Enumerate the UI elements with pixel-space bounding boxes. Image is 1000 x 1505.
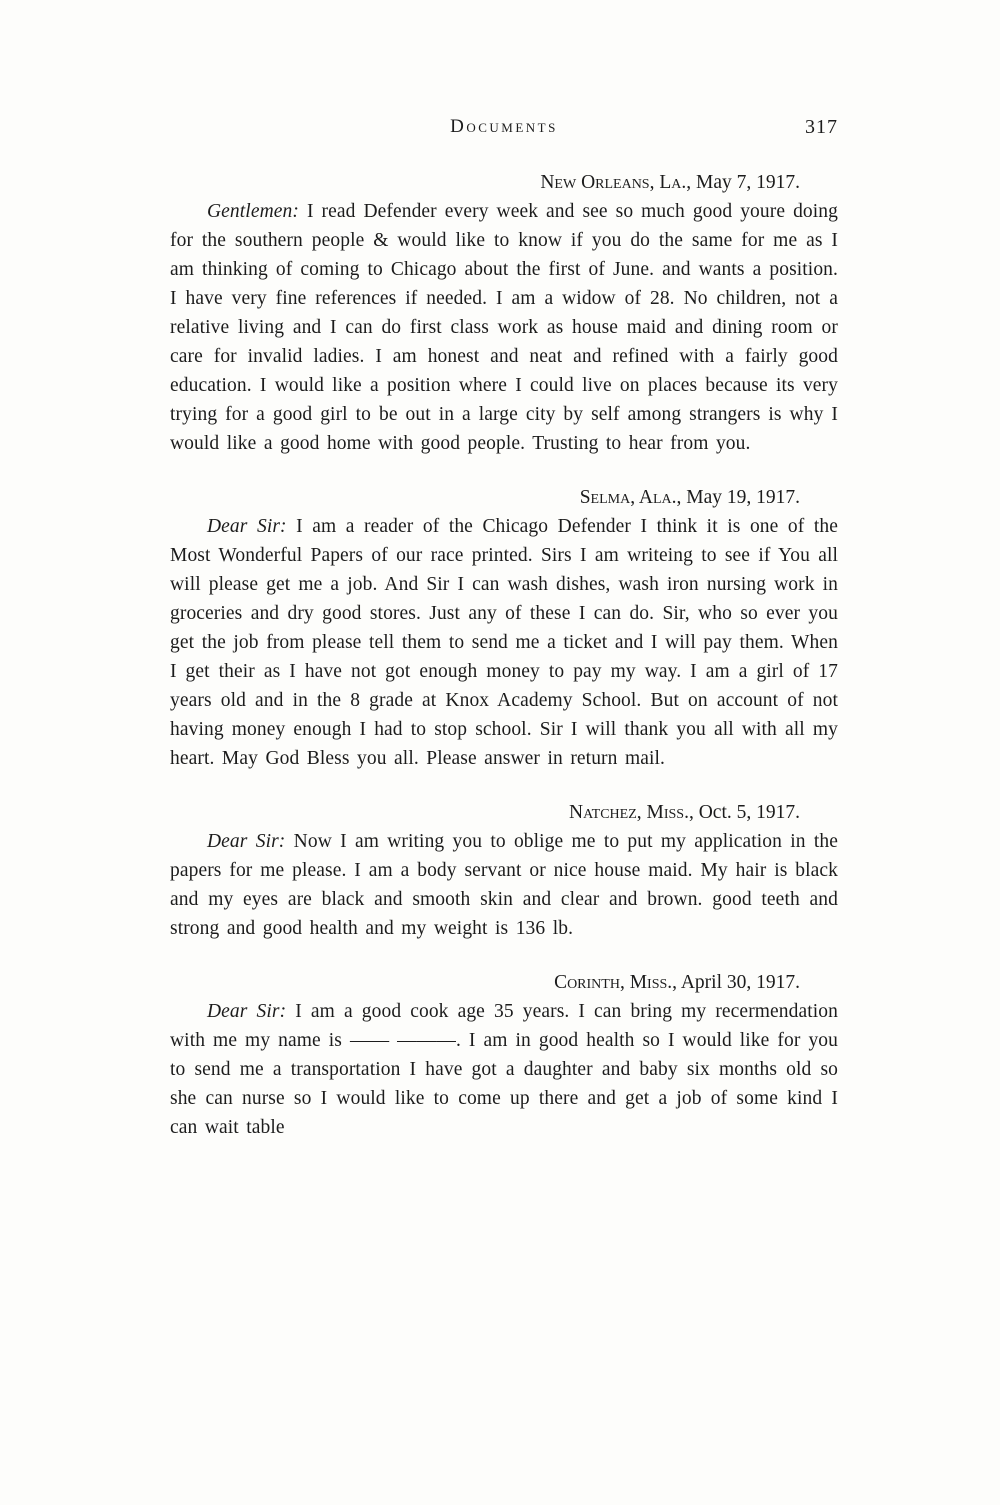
letter-salutation: Dear Sir: [207,1001,287,1022]
dateline-date: May 19, 1917. [681,487,800,508]
page-title: Documents [450,116,558,137]
letter-corinth [170,968,838,1142]
letter-body [170,827,838,943]
letter-text: I read Defender every week and see so much good youre doing for the southern people & would like to know if you do the same for me as I am thinking of coming to Chicago about the first of June. and wants a position. I have very fine references if needed. I am a widow of 28. No children, not a relative living and I can do first class work as house maid and dining room or care for invalid ladies. I am honest and neat and refined with a fairly good education. I would like a position where I could live on places because its very trying for a good girl to be out in a large city by self among strangers is why I would like a good home with good people. Trusting to hear from you. [170,201,838,454]
dateline-date: May 7, 1917. [691,172,800,193]
letter-salutation: Gentlemen: [207,201,299,222]
letter-text: Now I am writing you to oblige me to put my application in the papers for me please. I am a body servant or nice house maid. My hair is black and my eyes are black and smooth skin and clear and brown. good teeth and strong and good health and my weight is 136 lb. [170,831,839,939]
dateline-place: Corinth, Miss., [554,972,678,993]
dateline-date: Oct. 5, 1917. [693,802,800,823]
letter-dateline [170,968,838,997]
letter-text: I am a good cook age 35 years. I can bring my recermendation with me my name is —— ———. I am in good health so I would like for you to send me a transportation I have got a daughter and baby six months old so she can nurse so I would like to come up there and get a job of some kind I can wait table [170,1001,838,1138]
letter-body [170,197,838,458]
text-block [170,116,838,1142]
letter-body [170,512,838,773]
dateline-place: Natchez, Miss., [569,802,694,823]
letter-salutation: Dear Sir: [207,516,287,537]
letter-dateline [170,483,838,512]
dateline-place: New Orleans, La., [540,172,692,193]
letter-natchez [170,798,838,943]
letter-salutation: Dear Sir: [207,831,286,852]
letter-text: I am a reader of the Chicago Defender I think it is one of the Most Wonderful Papers of our race printed. Sirs I am writeing to see if You all will please get me a job. And Sir I can wash dishes, wash iron nursing work in groceries and dry good stores. Just any of these I can do. Sir, who so ever you get the job from please tell them to send me a ticket and I will pay them. When I get their as I have not got enough money to pay my way. I am a girl of 17 years old and in the 8 grade at Knox Academy School. But on account of not having money enough I had to stop school. Sir I will thank you all with all my heart. May God Bless you all. Please answer in return mail. [170,516,838,769]
letter-body [170,997,838,1142]
dateline-date: April 30, 1917. [677,972,800,993]
dateline-place: Selma, Ala., [579,487,682,508]
letter-selma [170,483,838,773]
page-number: 317 [805,116,838,138]
letter-new-orleans [170,168,838,458]
letter-dateline [170,798,838,827]
letter-dateline [170,168,838,197]
running-head [170,116,838,144]
